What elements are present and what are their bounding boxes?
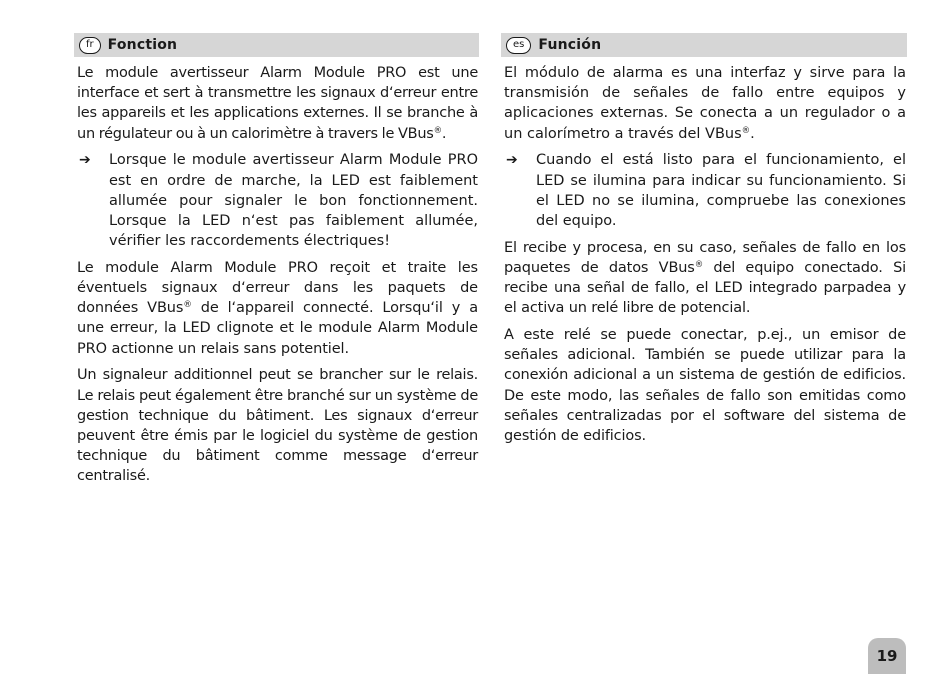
arrow-right-icon: ➔	[79, 152, 91, 169]
section-title-funcion: Función	[538, 37, 602, 53]
arrow-right-icon: ➔	[506, 152, 518, 169]
spanish-column	[501, 33, 907, 446]
instruction-es	[504, 150, 906, 231]
registered-mark: ®	[183, 300, 192, 311]
french-section-header	[74, 33, 479, 57]
paragraph-fr-3: Un signaleur additionnel peut se brancher sur le relais. Le relais peut également être branché sur un système de gestion technique du bâtiment. Les signaux d‘erreur peuvent être émis par le logiciel du système de gestion technique du bâtiment comme message d‘erreur centralisé.	[77, 367, 478, 485]
paragraph-es-2: El recibe y procesa, en su caso, señales de fallo en los paquetes de datos VBus® del equipo conectado. Si recibe una señal de fallo, el LED integrado parpadea y el activa un relé libre de potencial.	[504, 239, 907, 317]
language-badge-es: es	[506, 37, 531, 54]
instruction-text-es: Cuando el está listo para el funcionamiento, el LED se ilumina para indicar su funcionamiento. Si el LED no se ilumina, compruebe las conexiones del equipo.	[536, 152, 906, 229]
paragraph-es-3: A este relé se puede conectar, p.ej., un emisor de señales adicional. También se puede utilizar para la conexión adicional a un sistema de gestión de edificios. De este modo, las señales de fallo son emitidas como señales centralizadas por el software del sistema de gestión de edificios.	[504, 326, 906, 444]
paragraph-es-1: El módulo de alarma es una interfaz y sirve para la transmisión de señales de fallo entre equipos y aplicaciones externas. Se conecta a un regulador o a un calorímetro a través del VBus®.	[504, 65, 906, 142]
instruction-fr	[77, 150, 478, 251]
paragraph-fr-2: Le module Alarm Module PRO reçoit et traite les éventuels signaux d‘erreur dans les paquets de données VBus® de l‘appareil connecté. Lorsqu‘il y a une erreur, la LED clignote et le module Alarm Module PRO actionne un relais sans potentiel.	[77, 259, 478, 357]
registered-mark: ®	[741, 125, 751, 136]
paragraph-fr-1: Le module avertisseur Alarm Module PRO est une interface et sert à transmettre les signaux d‘erreur entre les appareils et les applications externes. Il se branche à un régulateur ou à un calorimètre à travers le VBus®.	[77, 65, 478, 142]
spanish-body	[501, 63, 907, 446]
page-number: 19	[868, 638, 906, 674]
section-title-fonction: Fonction	[107, 37, 178, 53]
french-column	[74, 33, 479, 487]
french-body	[74, 63, 479, 487]
registered-mark: ®	[433, 125, 442, 136]
instruction-text-fr: Lorsque le module avertisseur Alarm Module PRO est en ordre de marche, la LED est faiblement allumée pour signaler le bon fonctionnement. Lorsque la LED n‘est pas faiblement allumée, vérifier les raccordements électriques!	[109, 152, 478, 250]
spanish-section-header	[501, 33, 907, 57]
language-badge-fr: fr	[79, 37, 101, 54]
registered-mark: ®	[694, 259, 704, 270]
